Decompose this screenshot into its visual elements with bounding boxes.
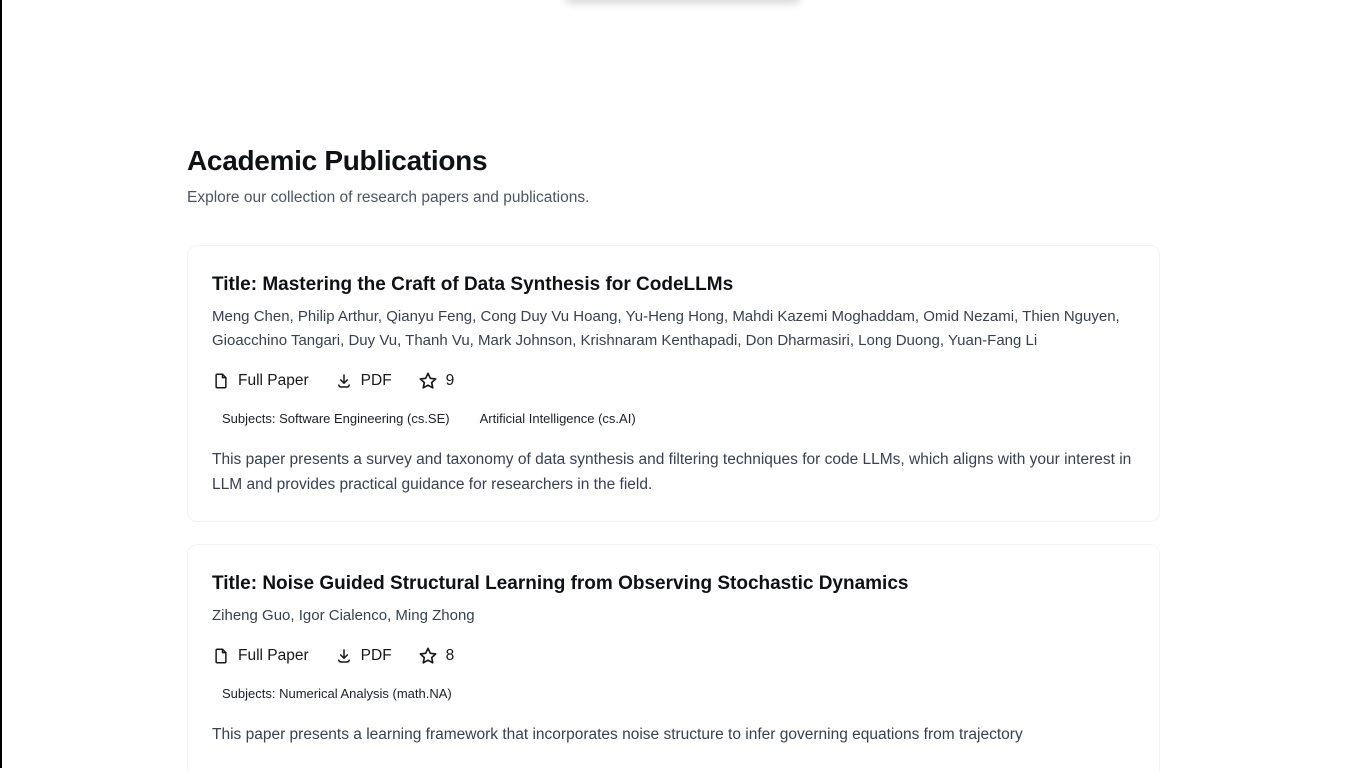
paper-authors: Ziheng Guo, Igor Cialenco, Ming Zhong: [212, 607, 475, 624]
paper-description: This paper presents a survey and taxonomy of data synthesis and filtering techniques for code LLMs, which aligns with your interest in LLM and provides practical guidance for researchers in the field.: [212, 451, 1132, 493]
subject-tag: Artificial Intelligence (cs.AI): [479, 411, 636, 426]
paper-list: [187, 245, 1160, 772]
download-icon: [335, 647, 353, 665]
paper-links-row: [212, 371, 1135, 391]
paper-card: [187, 544, 1160, 772]
paper-title: Title: Mastering the Craft of Data Synthesis for CodeLLMs: [212, 274, 734, 295]
pdf-label: PDF: [360, 372, 392, 389]
pdf-link[interactable]: [335, 372, 392, 390]
paper-authors: Meng Chen, Philip Arthur, Qianyu Feng, Cong Duy Vu Hoang, Yu-Heng Hong, Mahdi Kazemi Moghaddam, Omid Nezami, Thien Nguyen, Gioacchino Tangari, Duy Vu, Thanh Vu, Mark Johnson, Krishnaram Kenthapadi, Don Dharmasiri, Long Duong, Yuan-Fang Li: [212, 308, 1120, 349]
star-icon: [418, 371, 438, 391]
star-icon: [418, 646, 438, 666]
full-paper-label: Full Paper: [238, 372, 309, 389]
full-paper-label: Full Paper: [238, 647, 309, 664]
star-rating[interactable]: [418, 646, 455, 666]
subject-tag: Subjects: Software Engineering (cs.SE): [222, 411, 450, 426]
file-icon: [212, 647, 230, 665]
star-count: 8: [445, 647, 455, 664]
paper-subjects-row: [212, 411, 1135, 426]
paper-description: This paper presents a learning framework that incorporates noise structure to infer governing equations from trajectory: [212, 726, 1023, 743]
pdf-label: PDF: [360, 647, 392, 664]
star-count: 9: [445, 372, 455, 389]
subject-tag: Subjects: Numerical Analysis (math.NA): [222, 686, 452, 701]
pdf-link[interactable]: [335, 647, 392, 665]
full-paper-link[interactable]: [212, 647, 309, 665]
page-subtitle: Explore our collection of research papers and publications.: [187, 189, 590, 206]
paper-subjects-row: [212, 686, 1135, 701]
paper-links-row: [212, 646, 1135, 666]
paper-card: [187, 245, 1160, 522]
star-rating[interactable]: [418, 371, 455, 391]
publications-page: [187, 0, 1160, 772]
file-icon: [212, 372, 230, 390]
full-paper-link[interactable]: [212, 372, 309, 390]
paper-title: Title: Noise Guided Structural Learning from Observing Stochastic Dynamics: [212, 573, 909, 594]
window-left-border: [0, 0, 2, 768]
download-icon: [335, 372, 353, 390]
page-title: Academic Publications: [187, 145, 488, 176]
